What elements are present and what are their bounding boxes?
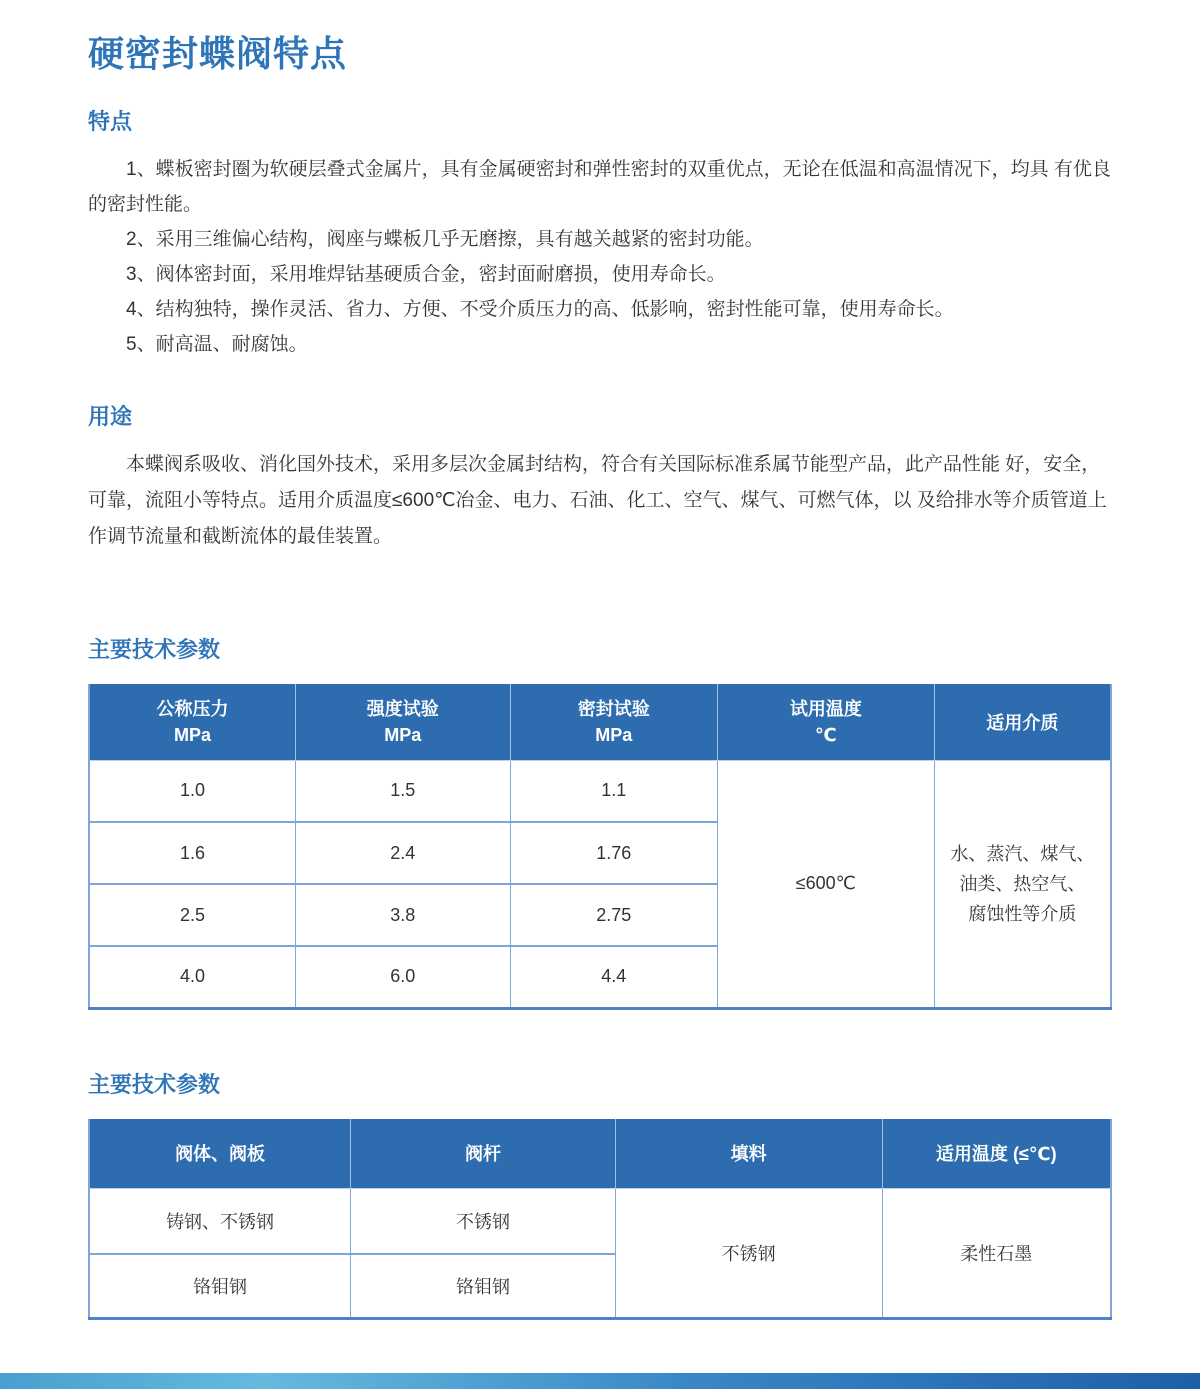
cell-nominal-pressure: 1.0: [89, 760, 295, 822]
cell-body-disc: 铸钢、不锈钢: [89, 1189, 351, 1254]
params-1-heading: 主要技术参数: [88, 637, 221, 662]
table-row: [89, 760, 1111, 822]
cell-seal-test: 1.1: [510, 760, 717, 822]
section-features: [88, 105, 1112, 362]
header-strength-test: 强度试验 MPa: [295, 684, 510, 760]
section-params-1: [88, 633, 1112, 1010]
section-params-2: [88, 1068, 1112, 1321]
cell-packing: 不锈钢: [615, 1189, 882, 1319]
table-row: [89, 1189, 1111, 1254]
feature-item-3: 3、阀体密封面，采用堆焊钴基硬质合金，密封面耐磨损，使用寿命长。: [126, 264, 726, 285]
header-nominal-pressure: 公称压力 MPa: [89, 684, 295, 760]
params-2-heading: 主要技术参数: [88, 1071, 221, 1097]
header-body-disc: 阀体、阀板: [89, 1119, 351, 1189]
section-usage: [88, 400, 1112, 555]
cell-seal-test: 2.75: [510, 884, 717, 946]
cell-nominal-pressure: 1.6: [89, 822, 295, 884]
feature-item-5: 5、耐高温、耐腐蚀。: [126, 334, 308, 355]
cell-stem: 铬钼钢: [351, 1254, 616, 1319]
cell-applicable-medium: 水、蒸汽、煤气、 油类、热空气、 腐蚀性等介质: [934, 760, 1111, 1008]
header-trial-temperature: 试用温度 ℃: [718, 684, 935, 760]
header-applicable-medium: 适用介质: [934, 684, 1111, 760]
cell-applicable-temperature: 柔性石墨: [882, 1189, 1111, 1319]
cell-nominal-pressure: 4.0: [89, 946, 295, 1008]
params-table-1: [88, 684, 1112, 1010]
features-heading: 特点: [88, 109, 133, 134]
feature-item-4: 4、结构独特，操作灵活、省力、方便、不受介质压力的高、低影响，密封性能可靠，使用寿命长。: [126, 299, 954, 320]
cell-trial-temperature: ≤600℃: [718, 760, 935, 1008]
cell-strength-test: 6.0: [295, 946, 510, 1008]
cell-strength-test: 2.4: [295, 822, 510, 884]
header-applicable-temperature: 适用温度 (≤℃): [882, 1119, 1111, 1189]
cell-seal-test: 1.76: [510, 822, 717, 884]
footer-decoration: [0, 1373, 1200, 1389]
cell-nominal-pressure: 2.5: [89, 884, 295, 946]
feature-list: [88, 152, 1112, 362]
cell-stem: 不锈钢: [351, 1189, 616, 1254]
usage-heading: 用途: [88, 404, 133, 429]
page-title: 硬密封蝶阀特点: [88, 33, 348, 74]
cell-seal-test: 4.4: [510, 946, 717, 1008]
header-packing: 填料: [615, 1119, 882, 1189]
header-seal-test: 密封试验 MPa: [510, 684, 717, 760]
usage-paragraph: 本蝶阀系吸收、消化国外技术，采用多层次金属封结构，符合有关国际标准系属节能型产品，此产品性能 好，安全，可靠，流阻小等特点。适用介质温度≤600℃冶金、电力、石油、化工、空气、煤气、可燃气体，以 及给排水等介质管道上作调节流量和截断流体的最佳装置。: [88, 454, 1107, 547]
feature-item-2: 2、采用三维偏心结构，阀座与蝶板几乎无磨擦，具有越关越紧的密封功能。: [126, 229, 764, 250]
cell-strength-test: 1.5: [295, 760, 510, 822]
params-table-2: [88, 1119, 1112, 1321]
feature-item-1: 1、蝶板密封圈为软硬层叠式金属片，具有金属硬密封和弹性密封的双重优点，无论在低温和高温情况下，均具 有优良的密封性能。: [88, 159, 1111, 215]
header-stem: 阀杆: [351, 1119, 616, 1189]
cell-body-disc: 铬钼钢: [89, 1254, 351, 1319]
cell-strength-test: 3.8: [295, 884, 510, 946]
table-2-header-row: [89, 1119, 1111, 1189]
table-1-header-row: [89, 684, 1111, 760]
